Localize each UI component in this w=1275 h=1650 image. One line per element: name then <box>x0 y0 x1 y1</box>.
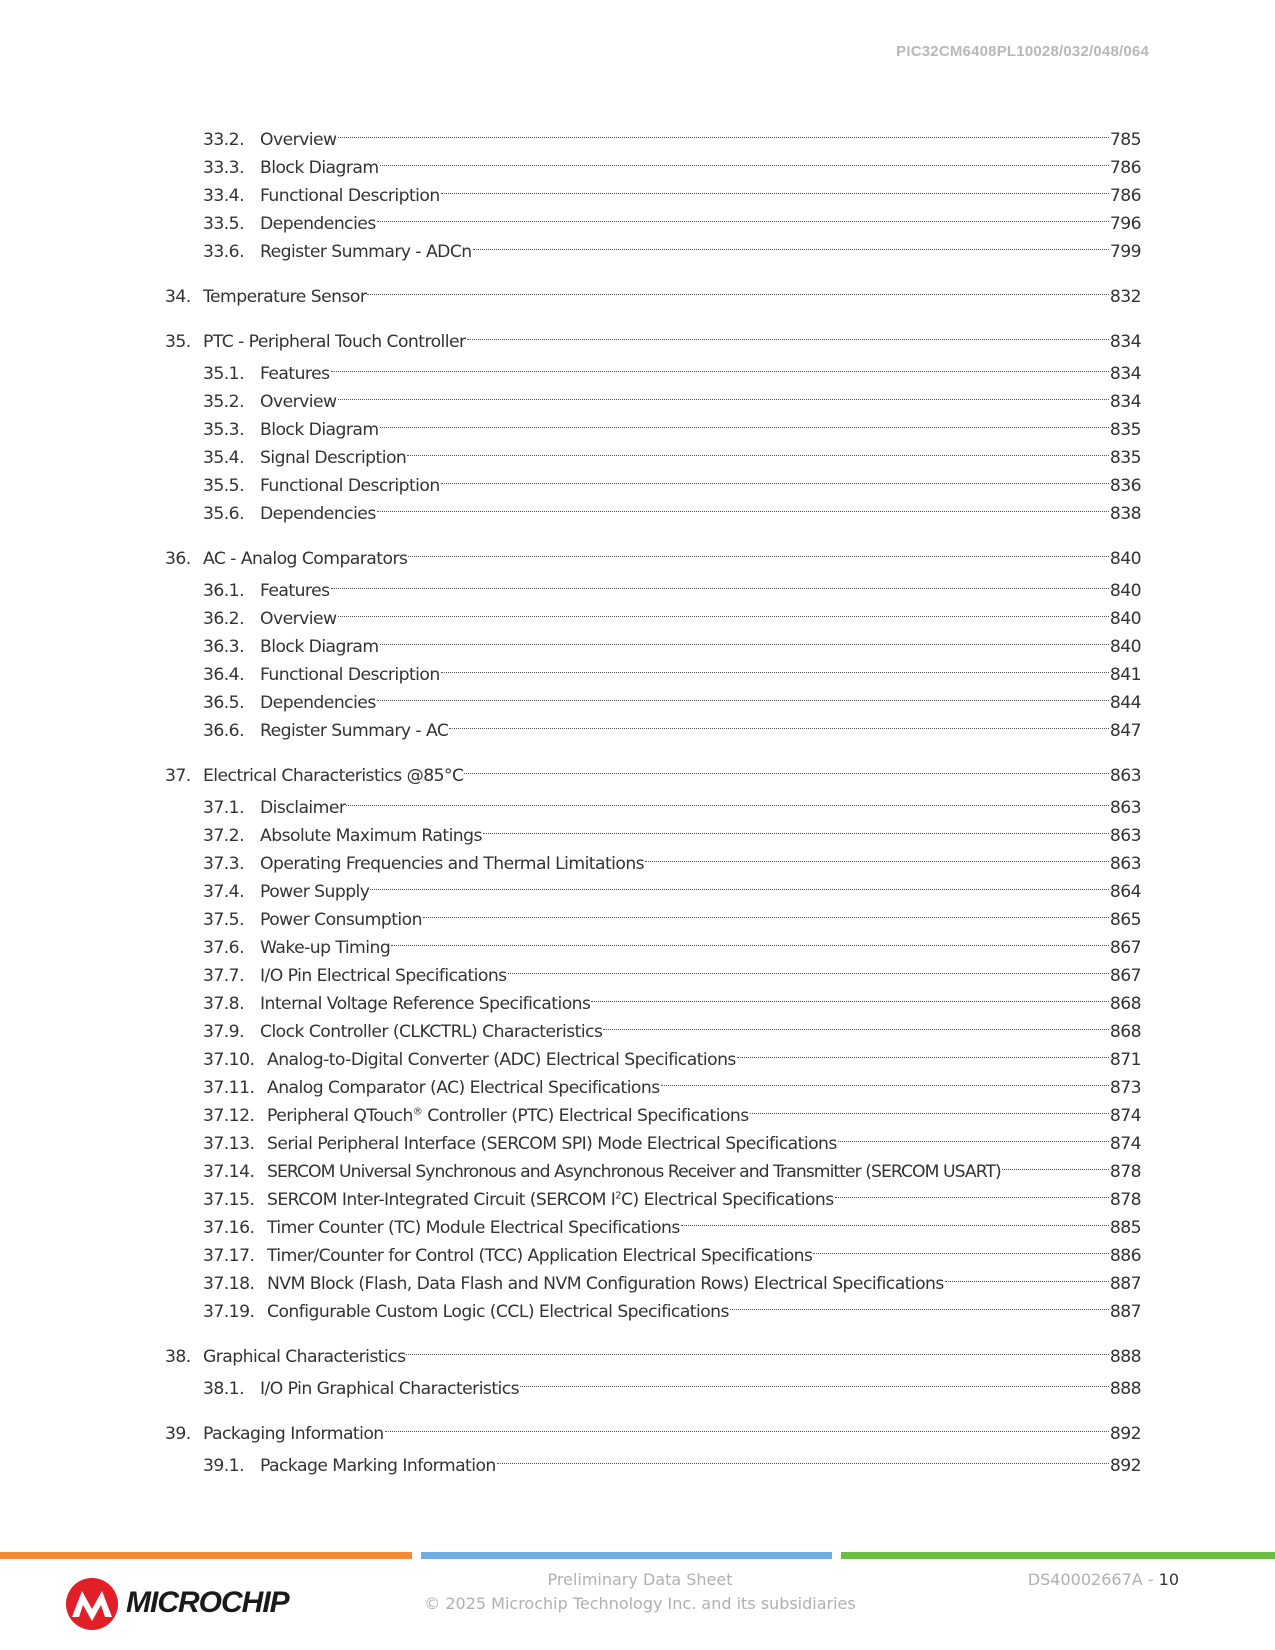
entry-page: 841 <box>1109 665 1141 685</box>
dot-leader <box>508 953 1109 981</box>
entry-page: 865 <box>1109 910 1141 930</box>
toc-entry-35-4[interactable] <box>165 435 1141 468</box>
toc-entry-37-18[interactable] <box>165 1261 1141 1294</box>
entry-number: 33.5. <box>203 214 244 234</box>
chapter-title: Electrical Characteristics @85°C <box>203 766 464 786</box>
chapter-number: 38. <box>165 1347 191 1367</box>
toc-entry-33-2[interactable] <box>165 117 1141 150</box>
dot-leader <box>331 568 1109 596</box>
toc-entry-37-15[interactable] <box>165 1177 1141 1210</box>
toc-entry-33-6[interactable] <box>165 229 1141 262</box>
dot-leader <box>945 1261 1109 1289</box>
dot-leader <box>377 491 1109 519</box>
entry-page: 834 <box>1109 392 1141 412</box>
toc-entry-37-17[interactable] <box>165 1233 1141 1266</box>
footer-page-info <box>1028 1568 1179 1592</box>
entry-page: 785 <box>1109 130 1141 150</box>
dot-leader <box>441 652 1109 680</box>
entry-number: 35.5. <box>203 476 244 496</box>
dot-leader <box>407 435 1109 463</box>
entry-page: 886 <box>1109 1246 1141 1266</box>
entry-title: Serial Peripheral Interface (SERCOM SPI) Mode Electrical Specifications <box>267 1134 837 1154</box>
chapter-number: 37. <box>165 766 191 786</box>
entry-title: Signal Description <box>260 448 407 468</box>
entry-number: 37.5. <box>203 910 244 930</box>
entry-title: Dependencies <box>260 214 376 234</box>
entry-title: Register Summary - AC <box>260 721 449 741</box>
chapter-number: 39. <box>165 1424 191 1444</box>
logo-circle <box>66 1578 118 1630</box>
entry-page: 885 <box>1109 1218 1141 1238</box>
superscript-two: 2 <box>615 1190 622 1202</box>
chapter-page: 892 <box>1109 1424 1141 1444</box>
dot-leader <box>377 680 1109 708</box>
entry-page: 878 <box>1109 1190 1141 1210</box>
entry-number: 37.10. <box>203 1050 255 1070</box>
toc-entry-35-1[interactable] <box>165 351 1141 384</box>
entry-number: 37.11. <box>203 1078 255 1098</box>
entry-number: 37.17. <box>203 1246 255 1266</box>
toc-entry-36-3[interactable] <box>165 624 1141 657</box>
dot-leader <box>377 201 1109 229</box>
entry-title: Overview <box>260 392 337 412</box>
entry-title: Functional Description <box>260 476 440 496</box>
chapter-title: Packaging Information <box>203 1424 384 1444</box>
entry-number: 37.7. <box>203 966 244 986</box>
dot-leader <box>441 173 1109 201</box>
entry-page: 840 <box>1109 609 1141 629</box>
dot-leader <box>338 379 1109 407</box>
chapter-title: PTC - Peripheral Touch Controller <box>203 332 466 352</box>
registered-mark: ® <box>412 1106 423 1118</box>
chapter-page: 834 <box>1109 332 1141 352</box>
dot-leader <box>380 407 1109 435</box>
toc-entry-38-1[interactable] <box>165 1366 1141 1399</box>
dot-leader <box>483 813 1109 841</box>
toc-chapter-37[interactable] <box>165 753 1141 786</box>
toc-chapter-39[interactable] <box>165 1411 1141 1444</box>
dot-leader <box>520 1366 1109 1394</box>
toc-entry-35-6[interactable] <box>165 491 1141 524</box>
entry-title: Absolute Maximum Ratings <box>260 826 482 846</box>
entry-number: 36.3. <box>203 637 244 657</box>
entry-page: 868 <box>1109 994 1141 1014</box>
dot-leader <box>835 1177 1109 1205</box>
dot-leader <box>497 1443 1109 1471</box>
entry-title: Dependencies <box>260 504 376 524</box>
toc-entry-39-1[interactable] <box>165 1443 1141 1476</box>
dot-leader <box>1002 1149 1109 1177</box>
entry-title: Power Consumption <box>260 910 422 930</box>
entry-title: Analog-to-Digital Converter (ADC) Electrical Specifications <box>267 1050 736 1070</box>
dot-leader <box>367 274 1108 302</box>
entry-title: Block Diagram <box>260 158 379 178</box>
toc-chapter-38[interactable] <box>165 1334 1141 1367</box>
entry-page: 838 <box>1109 504 1141 524</box>
dot-leader <box>661 1065 1109 1093</box>
dot-leader <box>813 1233 1108 1261</box>
dot-leader <box>406 1334 1108 1362</box>
toc-entry-37-6[interactable] <box>165 925 1141 958</box>
chapter-number: 35. <box>165 332 191 352</box>
toc-entry-33-5[interactable] <box>165 201 1141 234</box>
entry-title: NVM Block (Flash, Data Flash and NVM Configuration Rows) Electrical Specifications <box>267 1274 944 1294</box>
chapter-page: 832 <box>1109 287 1141 307</box>
entry-page: 868 <box>1109 1022 1141 1042</box>
entry-page: 863 <box>1109 854 1141 874</box>
entry-page: 840 <box>1109 637 1141 657</box>
entry-title: Timer Counter (TC) Module Electrical Specifications <box>267 1218 680 1238</box>
entry-number: 37.19. <box>203 1302 255 1322</box>
footer-doc-number: DS40002667A <box>1027 1570 1143 1589</box>
toc-chapter-35[interactable] <box>165 319 1141 352</box>
dot-leader <box>370 869 1108 897</box>
entry-title: SERCOM Inter-Integrated Circuit (SERCOM $I^2C$) Electrical Specifications <box>267 1190 834 1210</box>
toc-entry-37-4[interactable] <box>165 869 1141 902</box>
dot-leader <box>467 319 1109 347</box>
entry-title: Power Supply <box>260 882 370 902</box>
entry-number: 37.15. <box>203 1190 255 1210</box>
entry-title: Timer/Counter for Control (TCC) Application Electrical Specifications <box>267 1246 813 1266</box>
entry-page: 874 <box>1109 1106 1141 1126</box>
entry-page: 873 <box>1109 1078 1141 1098</box>
entry-page: 847 <box>1109 721 1141 741</box>
toc-entry-35-2[interactable] <box>165 379 1141 412</box>
toc-entry-33-3[interactable] <box>165 145 1141 178</box>
chapter-page: 888 <box>1109 1347 1141 1367</box>
entry-number: 36.1. <box>203 581 244 601</box>
toc-entry-37-1[interactable] <box>165 785 1141 818</box>
entry-number: 37.3. <box>203 854 244 874</box>
toc-entry-37-9[interactable] <box>165 1009 1141 1042</box>
entry-number: 37.16. <box>203 1218 255 1238</box>
entry-page: 786 <box>1109 186 1141 206</box>
chapter-number: 36. <box>165 549 191 569</box>
dot-leader <box>464 753 1108 781</box>
footer-color-bars <box>0 1552 1275 1559</box>
toc-entry-37-5[interactable] <box>165 897 1141 930</box>
entry-page: 892 <box>1109 1456 1141 1476</box>
entry-title: SERCOM Universal Synchronous and Asynchronous Receiver and Transmitter (SERCOM USART) <box>267 1162 1001 1182</box>
entry-number: 37.18. <box>203 1274 255 1294</box>
entry-number: 36.6. <box>203 721 244 741</box>
entry-number: 37.9. <box>203 1022 244 1042</box>
entry-title: Overview <box>260 609 337 629</box>
footer-separator: - <box>1142 1570 1159 1589</box>
dot-leader <box>380 624 1109 652</box>
entry-number: 36.2. <box>203 609 244 629</box>
entry-title: Block Diagram <box>260 637 379 657</box>
dot-leader <box>338 596 1109 624</box>
entry-page: 874 <box>1109 1134 1141 1154</box>
footer-doc-type: Preliminary Data Sheet <box>547 1570 733 1589</box>
toc-entry-36-2[interactable] <box>165 596 1141 629</box>
entry-number: 37.6. <box>203 938 244 958</box>
table-of-contents <box>165 117 1141 1476</box>
toc-entry-37-10[interactable] <box>165 1037 1141 1070</box>
entry-page: 799 <box>1109 242 1141 262</box>
entry-number: 36.4. <box>203 665 244 685</box>
toc-entry-36-5[interactable] <box>165 680 1141 713</box>
entry-page: 864 <box>1109 882 1141 902</box>
entry-title: Internal Voltage Reference Specifications <box>260 994 591 1014</box>
entry-title: Wake-up Timing <box>260 938 391 958</box>
toc-entry-37-19[interactable] <box>165 1289 1141 1322</box>
entry-page: 863 <box>1109 798 1141 818</box>
dot-leader <box>603 1009 1108 1037</box>
dot-leader <box>385 1411 1109 1439</box>
footer-center <box>380 1568 900 1616</box>
entry-number: 33.6. <box>203 242 244 262</box>
toc-entry-37-13[interactable] <box>165 1121 1141 1154</box>
entry-page: 844 <box>1109 693 1141 713</box>
chapter-page: 840 <box>1109 549 1141 569</box>
entry-page: 878 <box>1109 1162 1141 1182</box>
dot-leader <box>449 708 1109 736</box>
dot-leader <box>408 536 1108 564</box>
chapter-title: Temperature Sensor <box>203 287 367 307</box>
chapter-page: 863 <box>1109 766 1141 786</box>
entry-title: Functional Description <box>260 665 440 685</box>
entry-number: 33.3. <box>203 158 244 178</box>
entry-number: 35.4. <box>203 448 244 468</box>
dot-leader <box>331 351 1109 379</box>
entry-number: 37.1. <box>203 798 244 818</box>
entry-title: Functional Description <box>260 186 440 206</box>
toc-entry-37-14[interactable] <box>165 1149 1141 1182</box>
entry-page: 867 <box>1109 938 1141 958</box>
entry-page: 835 <box>1109 420 1141 440</box>
entry-page: 887 <box>1109 1302 1141 1322</box>
entry-number: 33.4. <box>203 186 244 206</box>
entry-title: Configurable Custom Logic (CCL) Electrical Specifications <box>267 1302 729 1322</box>
dot-leader <box>645 841 1109 869</box>
entry-number: 39.1. <box>203 1456 244 1476</box>
entry-number: 37.14. <box>203 1162 255 1182</box>
dot-leader <box>730 1289 1109 1317</box>
dot-leader <box>591 981 1108 1009</box>
toc-entry-37-7[interactable] <box>165 953 1141 986</box>
footer-copyright: © 2025 Microchip Technology Inc. and its subsidiaries <box>424 1594 856 1613</box>
dot-leader <box>391 925 1109 953</box>
microchip-logo-icon <box>64 1577 120 1631</box>
toc-entry-37-11[interactable] <box>165 1065 1141 1098</box>
entry-page: 834 <box>1109 364 1141 384</box>
toc-entry-37-16[interactable] <box>165 1205 1141 1238</box>
entry-title: Features <box>260 364 330 384</box>
toc-chapter-34[interactable] <box>165 274 1141 307</box>
entry-title: Features <box>260 581 330 601</box>
logo-wordmark: MICROCHIP <box>126 1586 289 1619</box>
entry-number: 35.2. <box>203 392 244 412</box>
entry-page: 786 <box>1109 158 1141 178</box>
toc-entry-35-3[interactable] <box>165 407 1141 440</box>
entry-page: 871 <box>1109 1050 1141 1070</box>
chapter-title: AC - Analog Comparators <box>203 549 408 569</box>
entry-number: 35.1. <box>203 364 244 384</box>
dot-leader <box>441 463 1109 491</box>
entry-title: Clock Controller (CLKCTRL) Characteristics <box>260 1022 603 1042</box>
entry-number: 37.8. <box>203 994 244 1014</box>
entry-title: Overview <box>260 130 337 150</box>
entry-title: Package Marking Information <box>260 1456 496 1476</box>
entry-page: 867 <box>1109 966 1141 986</box>
entry-number: 37.13. <box>203 1134 255 1154</box>
entry-number: 37.2. <box>203 826 244 846</box>
entry-title: Analog Comparator (AC) Electrical Specifications <box>267 1078 660 1098</box>
entry-page: 888 <box>1109 1379 1141 1399</box>
toc-entry-37-2[interactable] <box>165 813 1141 846</box>
entry-number: 38.1. <box>203 1379 244 1399</box>
toc-entry-36-6[interactable] <box>165 708 1141 741</box>
entry-number: 33.2. <box>203 130 244 150</box>
entry-title: Peripheral QTouch® Controller (PTC) Electrical Specifications <box>267 1106 749 1126</box>
dot-leader <box>750 1093 1109 1121</box>
dot-leader <box>346 785 1108 813</box>
entry-title: Block Diagram <box>260 420 379 440</box>
entry-title: Operating Frequencies and Thermal Limitations <box>260 854 645 874</box>
toc-entry-35-5[interactable] <box>165 463 1141 496</box>
dot-leader <box>737 1037 1109 1065</box>
toc-entry-37-12[interactable] <box>165 1093 1141 1126</box>
footer-bar-orange <box>0 1552 412 1559</box>
dot-leader <box>681 1205 1109 1233</box>
entry-page: 796 <box>1109 214 1141 234</box>
entry-number: 37.12. <box>203 1106 255 1126</box>
entry-page: 835 <box>1109 448 1141 468</box>
entry-number: 35.3. <box>203 420 244 440</box>
dot-leader <box>838 1121 1109 1149</box>
toc-entry-36-4[interactable] <box>165 652 1141 685</box>
microchip-logo <box>64 1577 294 1633</box>
toc-entry-36-1[interactable] <box>165 568 1141 601</box>
entry-title: Register Summary - ADCn <box>260 242 472 262</box>
entry-page: 840 <box>1109 581 1141 601</box>
footer-bar-blue <box>421 1552 832 1559</box>
footer-bar-green <box>841 1552 1275 1559</box>
dot-leader <box>473 229 1109 257</box>
entry-number: 37.4. <box>203 882 244 902</box>
entry-page: 887 <box>1109 1274 1141 1294</box>
entry-number: 35.6. <box>203 504 244 524</box>
toc-chapter-36[interactable] <box>165 536 1141 569</box>
dot-leader <box>423 897 1109 925</box>
chapter-number: 34. <box>165 287 191 307</box>
dot-leader <box>380 145 1109 173</box>
entry-title: Dependencies <box>260 693 376 713</box>
entry-title: Disclaimer <box>260 798 346 818</box>
entry-page: 836 <box>1109 476 1141 496</box>
toc-entry-33-4[interactable] <box>165 173 1141 206</box>
entry-title: I/O Pin Graphical Characteristics <box>260 1379 520 1399</box>
toc-entry-37-3[interactable] <box>165 841 1141 874</box>
entry-title: I/O Pin Electrical Specifications <box>260 966 507 986</box>
footer-page-number: 10 <box>1158 1570 1179 1589</box>
toc-entry-37-8[interactable] <box>165 981 1141 1014</box>
entry-page: 863 <box>1109 826 1141 846</box>
document-title: PIC32CM6408PL10028/032/048/064 <box>896 43 1149 60</box>
chapter-title: Graphical Characteristics <box>203 1347 406 1367</box>
entry-number: 36.5. <box>203 693 244 713</box>
dot-leader <box>338 117 1109 145</box>
